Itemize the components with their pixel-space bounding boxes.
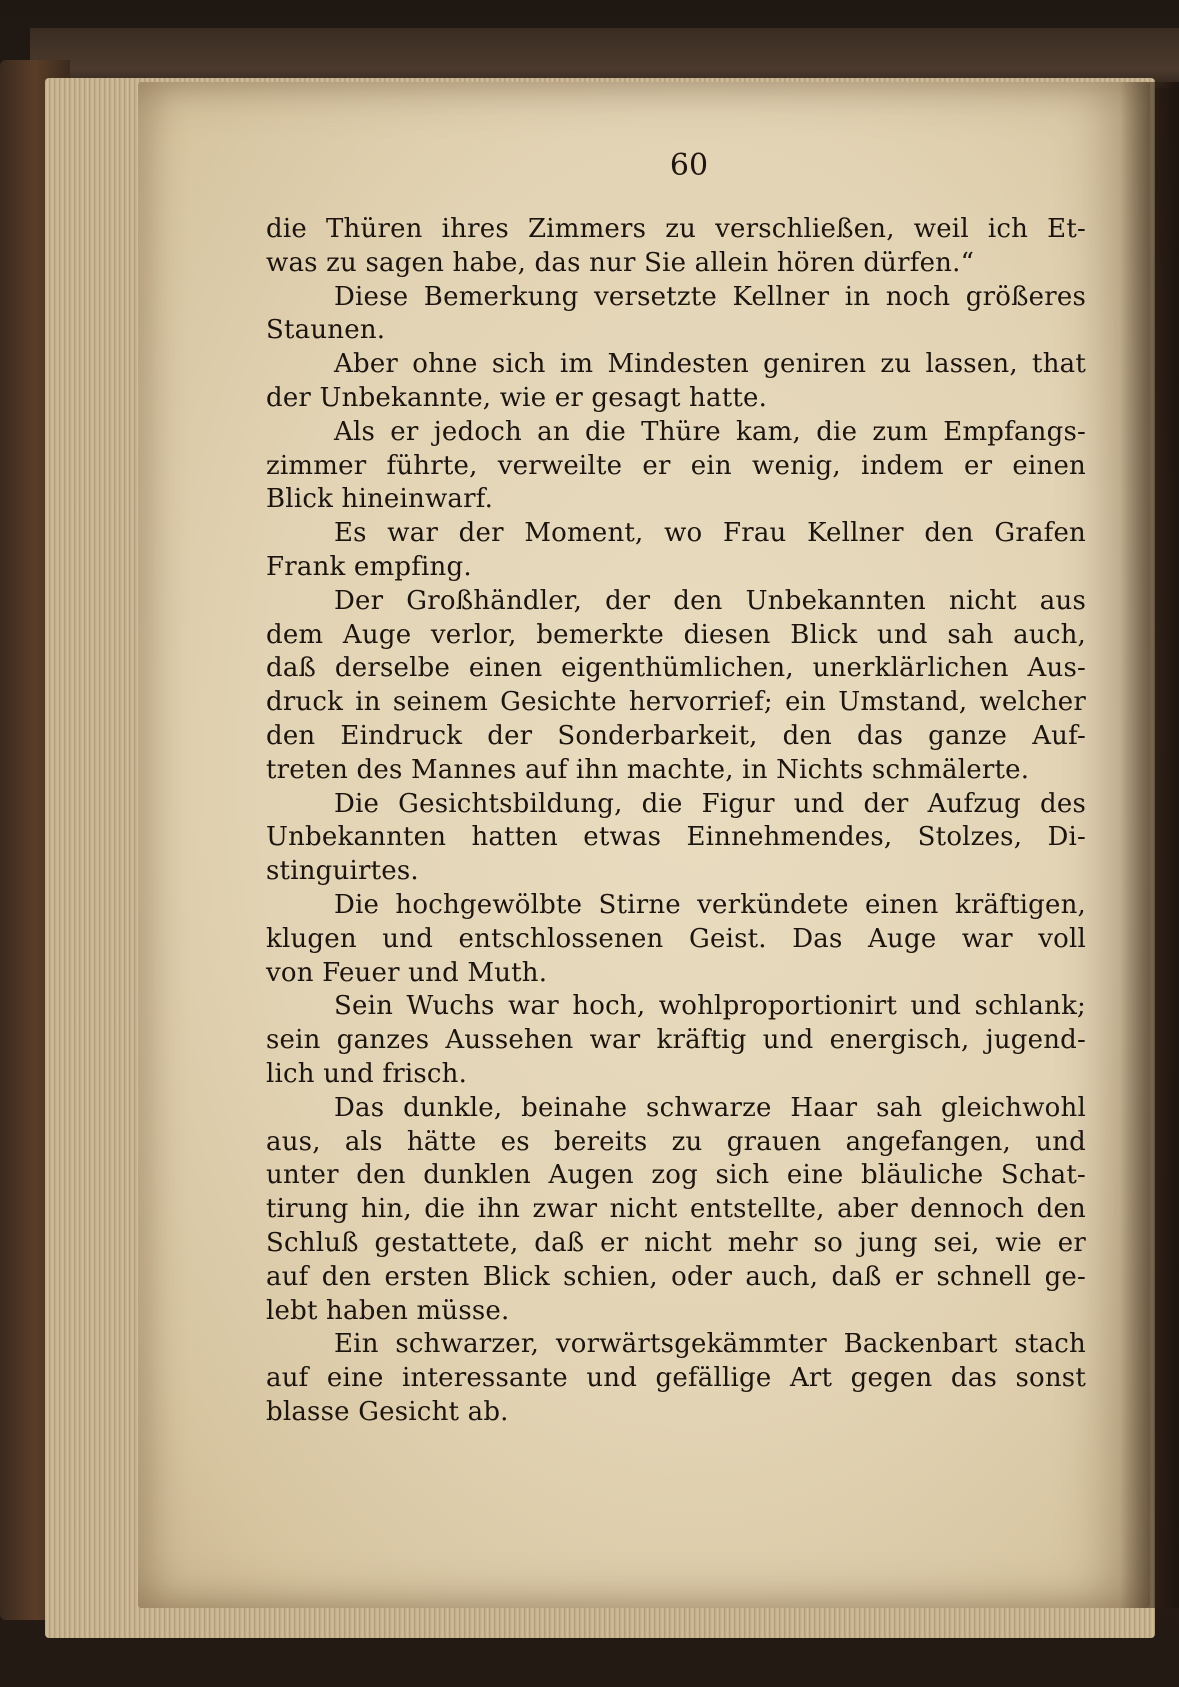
- text-line: unter den dunklen Augen zog sich eine bläuliche Schat-: [266, 1160, 1086, 1191]
- text-line: Aber ohne sich im Mindesten geniren zu lassen, that: [334, 349, 1086, 380]
- text-line: was zu sagen habe, das nur Sie allein hören dürfen.“: [266, 247, 975, 278]
- text-line: dem Auge verlor, bemerkte diesen Blick und sah auch,: [266, 619, 1086, 650]
- text-line: auf den ersten Blick schien, oder auch, daß er schnell ge-: [266, 1261, 1086, 1292]
- text-line: tirung hin, die ihn zwar nicht entstellte, aber dennoch den: [266, 1194, 1086, 1225]
- text-line: stinguirtes.: [266, 856, 419, 887]
- text-line: Der Großhändler, der den Unbekannten nicht aus: [334, 585, 1086, 616]
- text-line: Die Gesichtsbildung, die Figur und der Aufzug des: [334, 788, 1086, 819]
- text-line: die Thüren ihres Zimmers zu verschließen, weil ich Et-: [266, 214, 1086, 244]
- text-line: blasse Gesicht ab.: [266, 1396, 509, 1427]
- text-line: Frank empfing.: [266, 551, 472, 582]
- text-line: Diese Bemerkung versetzte Kellner in noch größeres: [334, 281, 1086, 312]
- text-line: treten des Mannes auf ihn machte, in Nichts schmälerte.: [266, 754, 1030, 785]
- text-line: klugen und entschlossenen Geist. Das Auge war voll: [266, 923, 1086, 954]
- text-line: von Feuer und Muth.: [266, 957, 548, 988]
- text-line: Unbekannten hatten etwas Einnehmendes, Stolzes, Di-: [266, 822, 1086, 853]
- page-number: 60: [669, 148, 709, 183]
- gutter-shadow: [1120, 82, 1179, 1608]
- text-line: zimmer führte, verweilte er ein wenig, indem er einen: [266, 450, 1086, 481]
- text-line: der Unbekannte, wie er gesagt hatte.: [266, 382, 768, 413]
- text-line: Staunen.: [266, 315, 386, 346]
- text-line: Ein schwarzer, vorwärtsgekämmter Backenbart stach: [334, 1329, 1086, 1360]
- text-line: Sein Wuchs war hoch, wohlproportionirt und schlank;: [334, 991, 1086, 1022]
- text-line: Als er jedoch an die Thüre kam, die zum Empfangs-: [334, 416, 1086, 447]
- text-line: sein ganzes Aussehen war kräftig und energisch, jugend-: [266, 1025, 1086, 1056]
- text-line: druck in seinem Gesichte hervorrief; ein Umstand, welcher: [266, 687, 1086, 718]
- text-line: Das dunkle, beinahe schwarze Haar sah gleichwohl: [334, 1092, 1086, 1123]
- text-line: Die hochgewölbte Stirne verkündete einen kräftigen,: [334, 889, 1086, 920]
- text-line: Schluß gestattete, daß er nicht mehr so jung sei, wie er: [266, 1227, 1086, 1258]
- text-line: Es war der Moment, wo Frau Kellner den Grafen: [334, 518, 1086, 549]
- text-line: daß derselbe einen eigenthümlichen, unerklärlichen Aus-: [266, 653, 1086, 684]
- text-line: auf eine interessante und gefällige Art gegen das sonst: [266, 1363, 1086, 1394]
- text-line: aus, als hätte es bereits zu grauen angefangen, und: [266, 1126, 1086, 1157]
- text-line: den Eindruck der Sonderbarkeit, den das ganze Auf-: [266, 720, 1086, 751]
- text-line: lich und frisch.: [266, 1058, 468, 1089]
- text-line: lebt haben müsse.: [266, 1295, 510, 1326]
- body-text: [266, 213, 1086, 1430]
- text-line: Blick hineinwarf.: [266, 484, 494, 515]
